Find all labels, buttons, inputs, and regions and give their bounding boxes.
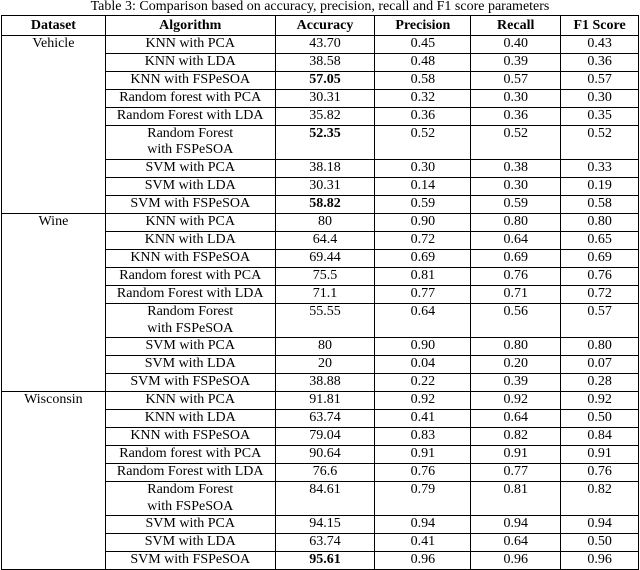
table-row: [2, 214, 639, 232]
precision-cell: 0.04: [375, 356, 471, 374]
results-table: [1, 15, 639, 570]
f1-score-cell: 0.35: [561, 107, 639, 125]
recall-cell: 0.30: [471, 178, 561, 196]
f1-score-cell: 0.69: [561, 249, 639, 267]
accuracy-cell: 35.82: [275, 107, 375, 125]
precision-cell: 0.96: [375, 552, 471, 570]
recall-cell: 0.59: [471, 196, 561, 214]
accuracy-cell: 38.88: [275, 374, 375, 392]
f1-score-cell: 0.76: [561, 463, 639, 481]
recall-cell: 0.80: [471, 338, 561, 356]
dataset-cell: Wisconsin: [2, 392, 106, 570]
accuracy-cell: 95.61: [275, 552, 375, 570]
f1-score-cell: 0.50: [561, 534, 639, 552]
algorithm-cell: Random Forest with LDA: [105, 463, 275, 481]
accuracy-cell: 20: [275, 356, 375, 374]
f1-score-cell: 0.57: [561, 71, 639, 89]
recall-cell: 0.69: [471, 249, 561, 267]
header-precision: Precision: [375, 16, 471, 36]
precision-cell: 0.64: [375, 303, 471, 338]
recall-cell: 0.39: [471, 374, 561, 392]
header-row: [2, 16, 639, 36]
f1-score-cell: 0.28: [561, 374, 639, 392]
algorithm-cell: Random forest with PCA: [105, 267, 275, 285]
f1-score-cell: 0.91: [561, 445, 639, 463]
precision-cell: 0.81: [375, 267, 471, 285]
recall-cell: 0.76: [471, 267, 561, 285]
f1-score-cell: 0.36: [561, 53, 639, 71]
precision-cell: 0.90: [375, 214, 471, 232]
f1-score-cell: 0.50: [561, 410, 639, 428]
accuracy-cell: 38.58: [275, 53, 375, 71]
table-row: [2, 36, 639, 54]
algorithm-cell: Random Forest with FSPeSOA: [105, 481, 275, 516]
algorithm-cell: Random Forest with FSPeSOA: [105, 125, 275, 160]
recall-cell: 0.38: [471, 160, 561, 178]
header-recall: Recall: [471, 16, 561, 36]
f1-score-cell: 0.72: [561, 285, 639, 303]
precision-cell: 0.77: [375, 285, 471, 303]
precision-cell: 0.58: [375, 71, 471, 89]
recall-cell: 0.80: [471, 214, 561, 232]
f1-score-cell: 0.30: [561, 89, 639, 107]
accuracy-cell: 84.61: [275, 481, 375, 516]
recall-cell: 0.36: [471, 107, 561, 125]
recall-cell: 0.82: [471, 427, 561, 445]
recall-cell: 0.81: [471, 481, 561, 516]
precision-cell: 0.41: [375, 410, 471, 428]
accuracy-cell: 30.31: [275, 178, 375, 196]
algorithm-cell: Random Forest with LDA: [105, 285, 275, 303]
recall-cell: 0.39: [471, 53, 561, 71]
precision-cell: 0.76: [375, 463, 471, 481]
precision-cell: 0.22: [375, 374, 471, 392]
algorithm-cell: SVM with FSPeSOA: [105, 196, 275, 214]
f1-score-cell: 0.65: [561, 231, 639, 249]
precision-cell: 0.69: [375, 249, 471, 267]
algorithm-cell: KNN with LDA: [105, 231, 275, 249]
accuracy-cell: 91.81: [275, 392, 375, 410]
recall-cell: 0.71: [471, 285, 561, 303]
f1-score-cell: 0.80: [561, 338, 639, 356]
precision-cell: 0.91: [375, 445, 471, 463]
algorithm-cell: SVM with PCA: [105, 160, 275, 178]
algorithm-cell: Random Forest with LDA: [105, 107, 275, 125]
algorithm-cell: SVM with PCA: [105, 338, 275, 356]
accuracy-cell: 71.1: [275, 285, 375, 303]
algorithm-cell: SVM with PCA: [105, 516, 275, 534]
f1-score-cell: 0.52: [561, 125, 639, 160]
header-dataset: Dataset: [2, 16, 106, 36]
algorithm-cell: KNN with PCA: [105, 214, 275, 232]
precision-cell: 0.36: [375, 107, 471, 125]
algorithm-cell: KNN with LDA: [105, 410, 275, 428]
precision-cell: 0.45: [375, 36, 471, 54]
recall-cell: 0.52: [471, 125, 561, 160]
f1-score-cell: 0.57: [561, 303, 639, 338]
algorithm-cell: KNN with PCA: [105, 36, 275, 54]
accuracy-cell: 69.44: [275, 249, 375, 267]
recall-cell: 0.64: [471, 410, 561, 428]
recall-cell: 0.96: [471, 552, 561, 570]
accuracy-cell: 63.74: [275, 410, 375, 428]
precision-cell: 0.90: [375, 338, 471, 356]
recall-cell: 0.64: [471, 534, 561, 552]
f1-score-cell: 0.92: [561, 392, 639, 410]
algorithm-cell: SVM with LDA: [105, 534, 275, 552]
table-row: [2, 392, 639, 410]
accuracy-cell: 80: [275, 214, 375, 232]
header-algorithm: Algorithm: [105, 16, 275, 36]
accuracy-cell: 38.18: [275, 160, 375, 178]
accuracy-cell: 43.70: [275, 36, 375, 54]
accuracy-cell: 52.35: [275, 125, 375, 160]
algorithm-cell: SVM with LDA: [105, 178, 275, 196]
dataset-cell: Wine: [2, 214, 106, 392]
table-caption: Table 3: Comparison based on accuracy, precision, recall and F1 score parameters: [90, 0, 550, 14]
precision-cell: 0.14: [375, 178, 471, 196]
accuracy-cell: 76.6: [275, 463, 375, 481]
f1-score-cell: 0.43: [561, 36, 639, 54]
f1-score-cell: 0.33: [561, 160, 639, 178]
recall-cell: 0.57: [471, 71, 561, 89]
algorithm-cell: Random Forest with FSPeSOA: [105, 303, 275, 338]
accuracy-cell: 55.55: [275, 303, 375, 338]
recall-cell: 0.20: [471, 356, 561, 374]
algorithm-cell: KNN with PCA: [105, 392, 275, 410]
f1-score-cell: 0.96: [561, 552, 639, 570]
precision-cell: 0.94: [375, 516, 471, 534]
precision-cell: 0.72: [375, 231, 471, 249]
precision-cell: 0.32: [375, 89, 471, 107]
f1-score-cell: 0.94: [561, 516, 639, 534]
algorithm-cell: SVM with FSPeSOA: [105, 552, 275, 570]
f1-score-cell: 0.76: [561, 267, 639, 285]
algorithm-cell: KNN with FSPeSOA: [105, 249, 275, 267]
accuracy-cell: 58.82: [275, 196, 375, 214]
algorithm-cell: SVM with FSPeSOA: [105, 374, 275, 392]
recall-cell: 0.56: [471, 303, 561, 338]
accuracy-cell: 63.74: [275, 534, 375, 552]
header-accuracy: Accuracy: [275, 16, 375, 36]
f1-score-cell: 0.82: [561, 481, 639, 516]
f1-score-cell: 0.80: [561, 214, 639, 232]
recall-cell: 0.92: [471, 392, 561, 410]
dataset-cell: Vehicle: [2, 36, 106, 214]
accuracy-cell: 75.5: [275, 267, 375, 285]
precision-cell: 0.48: [375, 53, 471, 71]
recall-cell: 0.77: [471, 463, 561, 481]
f1-score-cell: 0.84: [561, 427, 639, 445]
f1-score-cell: 0.19: [561, 178, 639, 196]
precision-cell: 0.79: [375, 481, 471, 516]
f1-score-cell: 0.58: [561, 196, 639, 214]
accuracy-cell: 64.4: [275, 231, 375, 249]
accuracy-cell: 94.15: [275, 516, 375, 534]
recall-cell: 0.64: [471, 231, 561, 249]
recall-cell: 0.30: [471, 89, 561, 107]
recall-cell: 0.94: [471, 516, 561, 534]
precision-cell: 0.52: [375, 125, 471, 160]
accuracy-cell: 90.64: [275, 445, 375, 463]
accuracy-cell: 79.04: [275, 427, 375, 445]
algorithm-cell: KNN with LDA: [105, 53, 275, 71]
accuracy-cell: 57.05: [275, 71, 375, 89]
recall-cell: 0.40: [471, 36, 561, 54]
precision-cell: 0.41: [375, 534, 471, 552]
algorithm-cell: SVM with LDA: [105, 356, 275, 374]
f1-score-cell: 0.07: [561, 356, 639, 374]
recall-cell: 0.91: [471, 445, 561, 463]
algorithm-cell: KNN with FSPeSOA: [105, 427, 275, 445]
precision-cell: 0.59: [375, 196, 471, 214]
precision-cell: 0.30: [375, 160, 471, 178]
precision-cell: 0.92: [375, 392, 471, 410]
accuracy-cell: 80: [275, 338, 375, 356]
algorithm-cell: Random forest with PCA: [105, 445, 275, 463]
precision-cell: 0.83: [375, 427, 471, 445]
algorithm-cell: KNN with FSPeSOA: [105, 71, 275, 89]
algorithm-cell: Random forest with PCA: [105, 89, 275, 107]
accuracy-cell: 30.31: [275, 89, 375, 107]
header-f1: F1 Score: [561, 16, 639, 36]
